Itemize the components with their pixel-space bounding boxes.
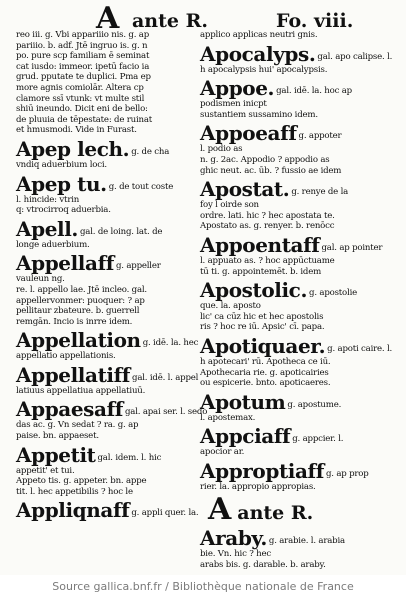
dictionary-entry [200, 78, 374, 120]
dictionary-entry [200, 30, 374, 41]
entry-first-line [200, 528, 374, 549]
entry-text-line: l. podio as [200, 144, 243, 155]
entry-text-line: more agnis comiolār. Altera cp [16, 82, 144, 93]
entry-first-line [16, 397, 208, 422]
entry-text-line: pellitaur zbateure. b. guerrell [16, 306, 140, 317]
dictionary-entry [16, 30, 190, 136]
left-column [16, 30, 208, 575]
entry-text-line: paise. bn. appaeset. [16, 431, 99, 442]
section-initial-letter: A [208, 492, 232, 528]
entry-text-line: Apostato as. g. renyer. b. renōcc [200, 221, 335, 232]
entry-text-line: clamore ssī vtunk: vt multe stil [16, 93, 145, 104]
dictionary-entry [200, 389, 374, 424]
entry-first-line [16, 171, 190, 196]
entry-text-line: h apotecari' rū. Apotheca ce iū. [200, 356, 331, 367]
entry-text-line: h apocalypsis hui' apocalypsis. [200, 64, 328, 75]
entry-text-line: appetit' et tui. [16, 465, 75, 476]
dictionary-entry [200, 426, 374, 458]
headword-gloss: g. de tout coste [108, 181, 174, 192]
entry-text-line: grud. pputate te duplici. Pma ep [16, 72, 151, 83]
headword: Apotum [200, 389, 286, 414]
headword-gloss: g. de cha [131, 146, 170, 157]
headword: Appaesaff [16, 397, 123, 422]
entry-text-line: ris ? hoc re iū. Apsic' cī. papa. [200, 322, 325, 333]
dictionary-entry [200, 280, 374, 333]
headword-gloss: gal. idem. l. hic [97, 452, 162, 463]
headword: Apocalyps. [200, 41, 316, 66]
source-attribution: Source gallica.bnf.fr / Bibliothèque nationale de France [0, 575, 406, 599]
headword: Apep tu. [16, 171, 107, 196]
entry-first-line [200, 389, 374, 414]
entry-text-line: ou espicerie. bnto. apoticaeres. [200, 378, 331, 389]
entry-text-line: bie. Vn. hic ? hec [200, 549, 272, 560]
entry-first-line [16, 362, 199, 387]
entry-text-line: longe aduerbium. [16, 239, 90, 250]
dictionary-entry [200, 232, 383, 277]
dictionary-entry [16, 136, 190, 171]
entry-text-line: das ac. g. Vn sedat ? ra. g. ap [16, 420, 139, 431]
entry-text-line: ghic neut. ac. ūb. ? fussio ae idem [200, 165, 342, 176]
dictionary-entry [16, 498, 199, 523]
entry-text-line: l. appuato as. ? hoc appūctuame [200, 255, 335, 266]
dictionary-entry [200, 528, 374, 570]
entry-text-line: applico applicas neutri gnis. [200, 30, 318, 40]
entry-text-line: tū ti. g. appointemēt. b. idem [200, 266, 322, 277]
entry-text-line: que. la. aposto [200, 301, 261, 312]
entry-text-line: rier. la. appropio appropias. [200, 481, 316, 492]
entry-text-line: podismen inicpt [200, 99, 267, 110]
entry-text-line: pariiio. b. adf. Jtē ingruo is. g. n [16, 40, 148, 51]
entry-text-line: et hmusmodi. Vide in Furast. [16, 125, 137, 136]
entry-first-line [200, 78, 374, 99]
entry-text-line: ordre. lati. hic ? hec apostata te. [200, 210, 335, 221]
entry-first-line [200, 426, 374, 447]
headword-gloss: g. apostume. [287, 399, 342, 410]
headword: Apell. [16, 216, 78, 241]
headword: Appciaff [200, 424, 291, 449]
dictionary-entry [200, 123, 374, 176]
entry-first-line [16, 253, 190, 274]
dictionary-entry [16, 397, 208, 442]
headword: Apostolic. [200, 278, 308, 303]
entry-text-line: vndiq aduerbium loci. [16, 159, 107, 170]
entry-text-line: remgān. Incio is inrre idem. [16, 316, 133, 327]
entry-text-line: foy l oirde son [200, 200, 259, 211]
entry-first-line [200, 232, 383, 257]
entry-text-line: l. hincide: vtrin [16, 194, 80, 205]
entry-text-line: appellatio appellationis. [16, 351, 116, 362]
entry-text-line: q: vtrocirroq aduerbia. [16, 205, 111, 216]
header-running-title: ante R. [132, 10, 209, 32]
entry-text-line: tit. l. hec appetibilis ? hoc le [16, 486, 133, 497]
headword-gloss: gal. de loing. lat. de [80, 226, 163, 237]
dictionary-entry [16, 216, 190, 251]
dictionary-entry [200, 179, 374, 232]
entry-first-line [200, 333, 393, 358]
headword-gloss: g. appeller [115, 261, 161, 272]
entry-first-line [200, 41, 393, 66]
dictionary-entry [200, 41, 393, 76]
dictionary-entry [200, 333, 393, 389]
entry-text-line: po. pure scp familiam ē seminat [16, 51, 150, 62]
headword-gloss: g. appcier. l. [292, 434, 344, 445]
entry-text-line: sustantiem sussamino idem. [200, 109, 318, 120]
entry-text-line: vauleun ng. [16, 274, 65, 285]
headword: Appoeaff [200, 121, 297, 146]
entry-first-line [200, 458, 374, 483]
entry-first-line [16, 498, 199, 523]
entry-text-line: l. apostemax. [200, 412, 256, 423]
entry-text-line: latiuus appellatiua appellatiuū. [16, 385, 146, 396]
entry-text-line: reo iii. g. Vbi appariiio nis. g. ap [16, 30, 150, 40]
headword: Appliqnaff [16, 498, 130, 523]
headword-gloss: g. ap prop [325, 468, 369, 479]
entry-first-line [16, 442, 190, 467]
headword-gloss: g. appoter [298, 131, 342, 142]
headword-gloss: gal. idē. l. appel [132, 372, 199, 383]
headword: Appetit [16, 442, 96, 467]
headword: Appoe. [200, 76, 275, 101]
entry-text-line: appellervonmer: puoquer: ? ap [16, 295, 145, 306]
entry-text-line: shiū ineundo. Dicit eni de bello: [16, 104, 148, 115]
entry-first-line [16, 216, 190, 241]
entry-text-line: arabs bis. g. darable. b. araby. [200, 560, 326, 571]
headword-gloss: gal. ap pointer [321, 242, 383, 253]
section-heading [208, 492, 374, 528]
folio-number: Fo. viii. [276, 10, 354, 32]
entry-first-line [16, 136, 190, 161]
headword-gloss: g. renye de la [291, 187, 349, 198]
headword: Apostat. [200, 177, 290, 202]
headword: Appellaff [16, 251, 114, 276]
entry-first-line [16, 328, 199, 353]
entry-text-line: n. g. 2ac. Appodio ? appodio as [200, 154, 330, 165]
entry-first-line [200, 123, 374, 144]
dictionary-entry [16, 362, 199, 397]
entry-text-line: Appeto tis. g. appeter. bn. appe [16, 476, 147, 487]
entry-first-line [200, 179, 374, 200]
headword: Appellation [16, 328, 141, 353]
headword: Approptiaff [200, 458, 324, 483]
headword-gloss: gal. apai ser. l. sedo [125, 407, 208, 418]
right-column [200, 30, 393, 575]
entry-text-line: Apothecaria rie. g. apoticairies [200, 367, 329, 378]
headword: Appellatiff [16, 362, 131, 387]
headword-gloss: g. appli quer. la. [131, 508, 199, 519]
entry-text-line: cat iusdo: immeor. ipetū facio ia [16, 61, 150, 72]
headword-gloss: g. idē. la. hec [142, 338, 199, 349]
dictionary-entry [200, 458, 374, 493]
headword-gloss: g. arabie. l. arabia [268, 536, 345, 547]
headword-gloss: gal. apo calipse. l. [317, 51, 393, 62]
headword: Araby. [200, 526, 267, 551]
entry-text-line: apocior ar. [200, 447, 245, 458]
headword-gloss: g. apoti caire. l. [327, 343, 393, 354]
section-title: ante R. [237, 502, 314, 525]
entry-text-line: re. l. appello lae. Jtē incleo. gal. [16, 284, 147, 295]
dictionary-entry [16, 171, 190, 216]
headword: Apotiquaer. [200, 333, 326, 358]
headword: Appoentaff [200, 232, 320, 257]
dictionary-entry [200, 492, 374, 528]
dictionary-entry [16, 253, 190, 327]
dictionary-entry [16, 328, 199, 362]
headword-gloss: gal. idē. la. hoc ap [276, 86, 352, 97]
header-initial-letter: A [96, 1, 120, 36]
entry-text-line: de pluuia de tēpestate: de ruinat [16, 114, 153, 125]
dictionary-entry [16, 442, 190, 498]
entry-first-line [200, 280, 374, 301]
headword-gloss: g. apostolie [309, 288, 358, 299]
entry-text-line: lic' ca cūz hic et hec apostolis [200, 311, 324, 322]
headword: Apep lech. [16, 136, 130, 161]
